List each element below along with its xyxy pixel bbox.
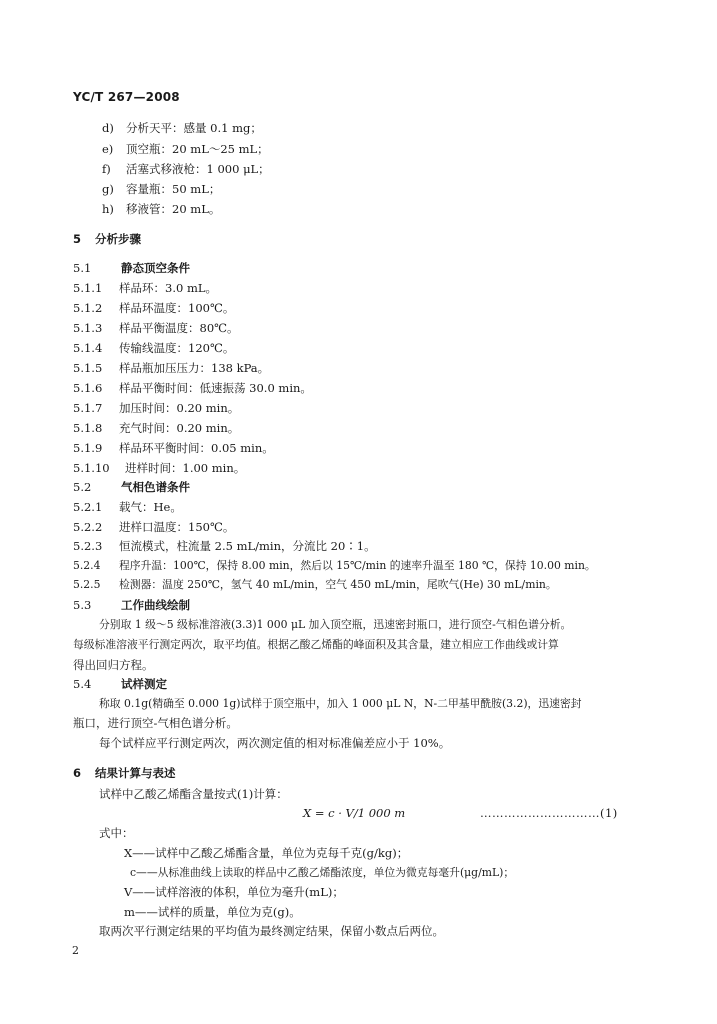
clause-number: 5.1.5 — [73, 361, 103, 375]
formula: X = c · V/1 000 m — [303, 806, 406, 820]
variable-definition: c——从标准曲线上读取的样品中乙酸乙烯酯浓度，单位为微克每毫升(μg/mL)； — [130, 866, 515, 879]
clause-text: 样品环温度：100℃。 — [119, 301, 235, 315]
clause-number: 5.1.4 — [73, 341, 103, 355]
clause — [73, 441, 274, 455]
clause-number: 5.1.8 — [73, 421, 103, 435]
subsection-title: 工作曲线绘制 — [121, 598, 190, 612]
list-item-text: 分析天平：感量 0.1 mg； — [126, 121, 262, 135]
section-title: 结果计算与表述 — [95, 766, 176, 780]
clause-number: 5.2.2 — [73, 520, 103, 534]
clause — [73, 539, 376, 553]
clause — [73, 321, 239, 335]
clause — [73, 421, 239, 435]
list-item-key: e) — [102, 142, 114, 156]
clause — [73, 281, 217, 295]
list-item-key: h) — [102, 202, 114, 216]
clause-number: 5.1.9 — [73, 441, 103, 455]
section-heading — [73, 232, 141, 246]
list-item — [102, 121, 262, 135]
paragraph-line: 每个试样应平行测定两次，两次测定值的相对标准偏差应小于 10%。 — [99, 736, 451, 750]
subsection-title: 静态顶空条件 — [121, 261, 190, 275]
variable-definition: V——试样溶液的体积，单位为毫升(mL)； — [124, 885, 344, 899]
subsection-heading — [73, 261, 190, 275]
list-item — [102, 142, 269, 156]
clause-number: 5.1.6 — [73, 381, 103, 395]
clause — [73, 578, 557, 592]
paragraph-line: 分别取 1 级～5 级标准溶液(3.3)1 000 μL 加入顶空瓶，迅速密封瓶口，进行顶空-气相色谱分析。 — [99, 618, 572, 631]
clause — [73, 301, 234, 315]
subsection-number: 5.4 — [73, 677, 92, 691]
clause-text: 进样口温度：150℃。 — [119, 520, 235, 534]
subsection-number: 5.3 — [73, 598, 92, 612]
list-item-text: 顶空瓶：20 mL～25 mL； — [126, 142, 269, 156]
clause-number: 5.1.10 — [73, 461, 110, 475]
list-item — [102, 202, 220, 216]
subsection-title: 试样测定 — [121, 677, 167, 691]
clause — [73, 500, 182, 514]
clause — [73, 461, 245, 475]
clause-number: 5.2.5 — [73, 578, 101, 591]
clause-text: 程序升温：100℃，保持 8.00 min，然后以 15℃/min 的速率升温至 180 ℃，保持 10.00 min。 — [119, 559, 596, 572]
page-number: 2 — [72, 944, 79, 957]
paragraph-line: 取两次平行测定结果的平均值为最终测定结果，保留小数点后两位。 — [99, 924, 444, 938]
list-item-text: 移液管：20 mL。 — [126, 202, 221, 216]
clause-text: 检测器：温度 250℃，氢气 40 mL/min，空气 450 mL/min，尾吹气(He) 30 mL/min。 — [119, 578, 557, 591]
list-item-text: 容量瓶：50 mL； — [126, 182, 221, 196]
subsection-heading — [73, 677, 167, 691]
clause-text: 载气：He。 — [119, 500, 182, 514]
paragraph-line: 试样中乙酸乙烯酯含量按式(1)计算： — [99, 787, 288, 801]
clause-number: 5.1.1 — [73, 281, 103, 295]
list-item — [102, 162, 270, 176]
section-number: 6 — [73, 766, 82, 780]
clause — [73, 361, 269, 375]
subsection-number: 5.2 — [73, 480, 92, 494]
clause-text: 进样时间：1.00 min。 — [125, 461, 246, 475]
clause-text: 样品平衡温度：80℃。 — [119, 321, 239, 335]
clause-number: 5.1.7 — [73, 401, 103, 415]
where-label: 式中： — [99, 826, 134, 840]
clause-text: 充气时间：0.20 min。 — [119, 421, 240, 435]
list-item-text: 活塞式移液枪：1 000 μL； — [126, 162, 270, 176]
variable-definition: X——试样中乙酸乙烯酯含量，单位为克每千克(g/kg)； — [124, 846, 409, 860]
standard-code-header: YC/T 267—2008 — [73, 90, 180, 104]
clause — [73, 341, 234, 355]
list-item-key: f) — [102, 162, 111, 176]
clause — [73, 381, 312, 395]
clause-text: 样品平衡时间：低速振荡 30.0 min。 — [119, 381, 312, 395]
clause-number: 5.2.4 — [73, 559, 101, 572]
clause-text: 恒流模式，柱流量 2.5 mL/min，分流比 20∶1。 — [119, 539, 376, 553]
section-number: 5 — [73, 232, 82, 246]
clause-text: 样品环：3.0 mL。 — [119, 281, 217, 295]
list-item-key: d) — [102, 121, 114, 135]
paragraph-line: 得出回归方程。 — [73, 658, 154, 672]
clause-text: 样品环平衡时间：0.05 min。 — [119, 441, 274, 455]
section-title: 分析步骤 — [95, 232, 141, 246]
clause — [73, 520, 234, 534]
clause-text: 样品瓶加压压力：138 kPa。 — [119, 361, 270, 375]
subsection-heading — [73, 480, 190, 494]
clause — [73, 559, 596, 573]
list-item-key: g) — [102, 182, 114, 196]
subsection-heading — [73, 598, 190, 612]
subsection-number: 5.1 — [73, 261, 92, 275]
clause-number: 5.1.2 — [73, 301, 103, 315]
variable-definition: m——试样的质量，单位为克(g)。 — [124, 905, 301, 919]
paragraph-line: 每级标准溶液平行测定两次，取平均值。根据乙酸乙烯酯的峰面积及其含量，建立相应工作曲线或计算 — [73, 638, 559, 651]
clause-text: 传输线温度：120℃。 — [119, 341, 235, 355]
paragraph-line: 称取 0.1g(精确至 0.000 1g)试样于顶空瓶中，加入 1 000 μL N，N-二甲基甲酰胺(3.2)，迅速密封 — [99, 697, 582, 710]
clause-number: 5.2.3 — [73, 539, 103, 553]
formula-number: …………………………(1) — [480, 806, 618, 820]
list-item — [102, 182, 220, 196]
subsection-title: 气相色谱条件 — [121, 480, 190, 494]
clause-number: 5.1.3 — [73, 321, 103, 335]
clause-text: 加压时间：0.20 min。 — [119, 401, 240, 415]
clause-number: 5.2.1 — [73, 500, 103, 514]
paragraph-line: 瓶口，进行顶空-气相色谱分析。 — [73, 716, 238, 730]
clause — [73, 401, 239, 415]
section-heading — [73, 766, 176, 780]
